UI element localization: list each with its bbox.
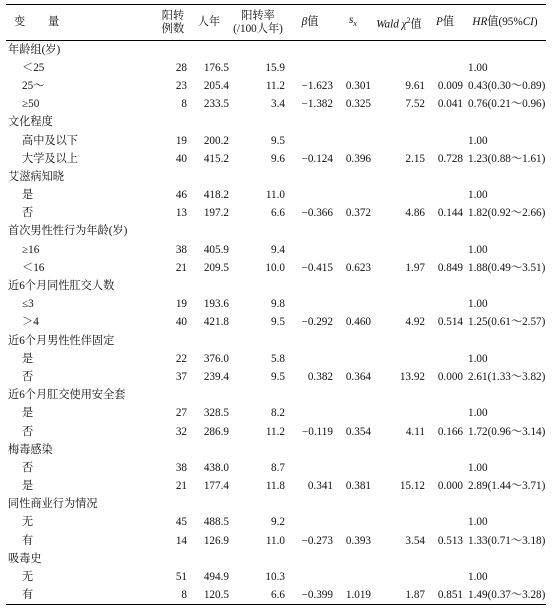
cell-beta: 0.382 [307, 370, 333, 383]
cell-p [426, 59, 464, 77]
cell-rate: 10.3 [265, 571, 285, 584]
cell-p [426, 186, 464, 204]
cell-beta [286, 295, 334, 313]
cell-hr: 1.72(0.96～3.14) [468, 425, 546, 438]
cell-positive-cases: 19 [175, 134, 187, 147]
header-variable: 变 量 [6, 5, 158, 41]
cell-hr: 1.00 [468, 352, 488, 365]
table-row [6, 459, 546, 477]
table-row [6, 313, 546, 331]
cell-beta: −0.292 [301, 316, 333, 329]
cell-rate: 9.8 [271, 298, 285, 311]
cell-positive-cases: 13 [175, 207, 187, 220]
cell-hr: 1.88(0.49～3.51) [468, 261, 546, 274]
cell-rate: 11.2 [265, 425, 285, 438]
cell-wald: 7.52 [405, 98, 425, 111]
cell-person-years: 209.5 [203, 261, 229, 274]
level-label: 是 [22, 189, 34, 202]
cell-p: 0.851 [426, 586, 464, 604]
cell-rate: 9.6 [271, 152, 285, 165]
cell-se [334, 295, 372, 313]
table-header-row [6, 5, 546, 41]
cell-rate: 11.8 [265, 480, 285, 493]
cell-positive-cases: 21 [175, 261, 187, 274]
table-group-row [6, 332, 546, 350]
level-label: 大学及以上 [22, 152, 78, 165]
table-row [6, 404, 546, 422]
cell-beta [286, 513, 334, 531]
cell-hr: 1.00 [468, 571, 488, 584]
table-row [6, 568, 546, 586]
cell-rate: 5.8 [271, 352, 285, 365]
cell-rate: 9.5 [271, 370, 285, 383]
table-row [6, 59, 546, 77]
cell-wald [372, 404, 426, 422]
cell-wald [372, 131, 426, 149]
cell-person-years: 494.9 [203, 571, 229, 584]
header-positive-cases: 阳转 例数 [158, 5, 188, 41]
cell-se: 0.623 [345, 261, 371, 274]
cell-rate: 8.7 [271, 461, 285, 474]
cell-person-years: 405.9 [203, 243, 229, 256]
group-label: 艾滋病知晓 [8, 170, 64, 183]
cell-beta: 0.341 [307, 480, 333, 493]
cell-person-years: 205.4 [203, 79, 229, 92]
cell-se [334, 186, 372, 204]
cell-se [334, 241, 372, 259]
cell-p: 0.849 [437, 261, 463, 274]
cell-beta [286, 350, 334, 368]
cell-beta [286, 241, 334, 259]
table-row [6, 131, 546, 149]
cell-rate: 6.6 [230, 586, 286, 604]
cell-hr: 0.43(0.30～0.89) [468, 79, 546, 92]
table-group-row [6, 113, 546, 131]
cell-wald [372, 568, 426, 586]
cell-wald: 1.87 [372, 586, 426, 604]
cell-person-years: 415.2 [203, 152, 229, 165]
cell-wald: 3.54 [405, 534, 425, 547]
cell-hr: 1.00 [468, 61, 488, 74]
level-label: 无 [22, 571, 34, 584]
cell-beta: −0.124 [301, 152, 333, 165]
header-rate: 阳转率 (/100人年) [230, 5, 286, 41]
cell-hr: 1.82(0.92～2.66) [468, 207, 546, 220]
cell-se [334, 59, 372, 77]
cell-p: 0.144 [437, 207, 463, 220]
cell-wald: 1.97 [405, 261, 425, 274]
table-group-row [6, 550, 546, 568]
group-label: 近6个月男性性伴固定 [8, 334, 115, 347]
header-person-years: 人年 [188, 5, 230, 41]
table-row [6, 150, 546, 168]
level-label: 无 [22, 516, 34, 529]
level-label: 25～ [22, 79, 45, 92]
cell-wald: 15.12 [399, 480, 425, 493]
cell-person-years: 438.0 [203, 461, 229, 474]
cell-p: 0.728 [437, 152, 463, 165]
level-label: 否 [22, 207, 34, 220]
table-row [6, 186, 546, 204]
cell-p: 0.041 [437, 98, 463, 111]
group-label: 近6个月同性肛交人数 [8, 280, 115, 293]
cell-se [334, 513, 372, 531]
level-label: 是 [22, 352, 34, 365]
cell-p: 0.000 [437, 480, 463, 493]
cell-beta: −0.273 [301, 534, 333, 547]
cell-beta [286, 131, 334, 149]
group-label: 文化程度 [8, 116, 53, 129]
cell-p [426, 513, 464, 531]
cell-se: 0.396 [345, 152, 371, 165]
table-row [6, 368, 546, 386]
cell-rate: 9.5 [271, 316, 285, 329]
cell-rate: 6.6 [271, 207, 285, 220]
cell-hr: 1.00 [468, 407, 488, 420]
table-row [6, 259, 546, 277]
table-row [6, 513, 546, 531]
cell-rate: 11.0 [265, 534, 285, 547]
table-group-row [6, 441, 546, 459]
cell-p [426, 459, 464, 477]
cell-positive-cases: 23 [175, 79, 187, 92]
cell-hr: 1.00 [468, 298, 488, 311]
cell-person-years: 177.4 [203, 480, 229, 493]
cell-hr: 1.25(0.61～2.57) [468, 316, 546, 329]
header-wald: Wald $\chi^2$值 [372, 5, 426, 41]
cell-positive-cases: 22 [175, 352, 187, 365]
cell-p [426, 404, 464, 422]
cell-rate: 9.5 [271, 134, 285, 147]
cell-positive-cases: 14 [175, 534, 187, 547]
cell-wald: 13.92 [399, 370, 425, 383]
cell-rate: 11.0 [265, 189, 285, 202]
cell-se [334, 350, 372, 368]
header-hr: HR值(95%CI) [464, 5, 546, 41]
cell-p [426, 131, 464, 149]
cell-positive-cases: 21 [175, 480, 187, 493]
cell-se: 1.019 [334, 586, 372, 604]
cell-positive-cases: 8 [158, 586, 188, 604]
cell-p: 0.513 [437, 534, 463, 547]
level-label: 是 [22, 407, 34, 420]
cell-person-years: 126.9 [203, 534, 229, 547]
cell-se: 0.393 [345, 534, 371, 547]
cell-beta [286, 186, 334, 204]
table-row [6, 532, 546, 550]
cell-person-years: 421.8 [203, 316, 229, 329]
cell-beta: −1.623 [301, 79, 333, 92]
group-label: 年龄组(岁) [8, 43, 61, 56]
cell-se [334, 404, 372, 422]
cell-se [334, 459, 372, 477]
table-body [6, 41, 546, 605]
regression-table [6, 4, 546, 605]
cell-p [426, 350, 464, 368]
cell-p [426, 568, 464, 586]
header-p: P值 [426, 5, 464, 41]
cell-se [334, 568, 372, 586]
cell-person-years: 418.2 [203, 189, 229, 202]
table-row [6, 204, 546, 222]
cell-se [334, 131, 372, 149]
cell-beta: −0.399 [286, 586, 334, 604]
cell-hr: 0.76(0.21～0.96) [468, 98, 546, 111]
level-label: 有 [22, 534, 34, 547]
header-beta: β值 [286, 5, 334, 41]
group-label: 首次男性性行为年龄(岁) [8, 225, 128, 238]
cell-wald: 4.86 [405, 207, 425, 220]
table-group-row [6, 41, 546, 59]
cell-wald [372, 59, 426, 77]
cell-beta: −1.382 [301, 98, 333, 111]
cell-hr: 1.00 [468, 243, 488, 256]
cell-p: 0.166 [437, 425, 463, 438]
table-row [6, 477, 546, 495]
cell-positive-cases: 38 [175, 243, 187, 256]
cell-person-years: 488.5 [203, 516, 229, 529]
cell-rate: 10.0 [265, 261, 285, 274]
level-label: ＞4 [22, 316, 39, 329]
cell-hr: 1.00 [468, 461, 488, 474]
cell-p [426, 295, 464, 313]
level-label: 否 [22, 425, 34, 438]
group-label: 近6个月肛交使用安全套 [8, 389, 126, 402]
cell-person-years: 120.5 [188, 586, 230, 604]
cell-hr: 1.33(0.71～3.18) [468, 534, 546, 547]
cell-p: 0.514 [437, 316, 463, 329]
level-label: 有 [6, 586, 158, 604]
cell-hr: 1.00 [468, 516, 488, 529]
level-label: 否 [22, 370, 34, 383]
table-row [6, 422, 546, 440]
cell-person-years: 328.5 [203, 407, 229, 420]
table-group-row [6, 386, 546, 404]
cell-wald [372, 513, 426, 531]
cell-wald: 4.11 [405, 425, 425, 438]
cell-se: 0.364 [345, 370, 371, 383]
group-label: 同性商业行为情况 [8, 498, 98, 511]
cell-wald [372, 186, 426, 204]
cell-positive-cases: 40 [175, 152, 187, 165]
cell-hr: 2.61(1.33～3.82) [468, 370, 546, 383]
level-label: ≤3 [22, 298, 34, 311]
level-label: ＜25 [22, 61, 45, 74]
cell-wald [372, 350, 426, 368]
table-row [6, 77, 546, 95]
cell-person-years: 176.5 [203, 61, 229, 74]
level-label: 高中及以下 [22, 134, 78, 147]
level-label: 否 [22, 461, 34, 474]
cell-hr: 1.23(0.88～1.61) [468, 152, 546, 165]
cell-person-years: 200.2 [203, 134, 229, 147]
cell-person-years: 233.5 [203, 98, 229, 111]
cell-se: 0.372 [345, 207, 371, 220]
level-label: 是 [22, 480, 34, 493]
cell-positive-cases: 28 [175, 61, 187, 74]
cell-positive-cases: 37 [175, 370, 187, 383]
cell-person-years: 193.6 [203, 298, 229, 311]
cell-hr: 2.89(1.44～3.71) [468, 480, 546, 493]
cell-hr: 1.00 [468, 134, 488, 147]
cell-rate: 3.4 [271, 98, 285, 111]
level-label: ≥16 [22, 243, 40, 256]
cell-positive-cases: 45 [175, 516, 187, 529]
cell-positive-cases: 8 [181, 98, 187, 111]
cell-se: 0.381 [345, 480, 371, 493]
cell-rate: 8.2 [271, 407, 285, 420]
table-group-row [6, 168, 546, 186]
table-row [6, 586, 546, 604]
cell-se: 0.325 [345, 98, 371, 111]
cell-beta: −0.119 [301, 425, 333, 438]
cell-beta: −0.415 [301, 261, 333, 274]
cell-positive-cases: 27 [175, 407, 187, 420]
cell-se: 0.354 [345, 425, 371, 438]
cell-beta [286, 59, 334, 77]
cell-positive-cases: 40 [175, 316, 187, 329]
cell-positive-cases: 19 [175, 298, 187, 311]
cell-wald [372, 241, 426, 259]
group-label: 梅毒感染 [8, 443, 53, 456]
cell-positive-cases: 51 [175, 571, 187, 584]
table-row [6, 295, 546, 313]
cell-beta: −0.366 [301, 207, 333, 220]
cell-hr: 1.00 [468, 189, 488, 202]
cell-rate: 9.4 [271, 243, 285, 256]
level-label: ＜16 [22, 261, 45, 274]
cell-hr: 1.49(0.37～3.28) [464, 586, 546, 604]
table-group-row [6, 222, 546, 240]
cell-rate: 15.9 [265, 61, 285, 74]
table-row [6, 350, 546, 368]
cell-beta [286, 459, 334, 477]
level-label: ≥50 [22, 98, 40, 111]
table-row [6, 241, 546, 259]
cell-wald: 2.15 [405, 152, 425, 165]
table-row [6, 95, 546, 113]
cell-beta [286, 404, 334, 422]
table-group-row [6, 277, 546, 295]
cell-wald [372, 295, 426, 313]
cell-se: 0.460 [345, 316, 371, 329]
group-label: 吸毒史 [8, 552, 42, 565]
cell-person-years: 376.0 [203, 352, 229, 365]
cell-wald: 4.92 [405, 316, 425, 329]
cell-rate: 9.2 [271, 516, 285, 529]
cell-person-years: 239.4 [203, 370, 229, 383]
cell-person-years: 197.2 [203, 207, 229, 220]
header-se: $s_x$ [334, 5, 372, 41]
cell-positive-cases: 46 [175, 189, 187, 202]
cell-person-years: 286.9 [203, 425, 229, 438]
cell-positive-cases: 32 [175, 425, 187, 438]
cell-beta [286, 568, 334, 586]
cell-p: 0.000 [437, 370, 463, 383]
table-group-row [6, 495, 546, 513]
cell-p [426, 241, 464, 259]
cell-p: 0.009 [437, 79, 463, 92]
cell-wald [372, 459, 426, 477]
cell-positive-cases: 38 [175, 461, 187, 474]
cell-wald: 9.61 [405, 79, 425, 92]
cell-se: 0.301 [345, 79, 371, 92]
cell-rate: 11.2 [265, 79, 285, 92]
